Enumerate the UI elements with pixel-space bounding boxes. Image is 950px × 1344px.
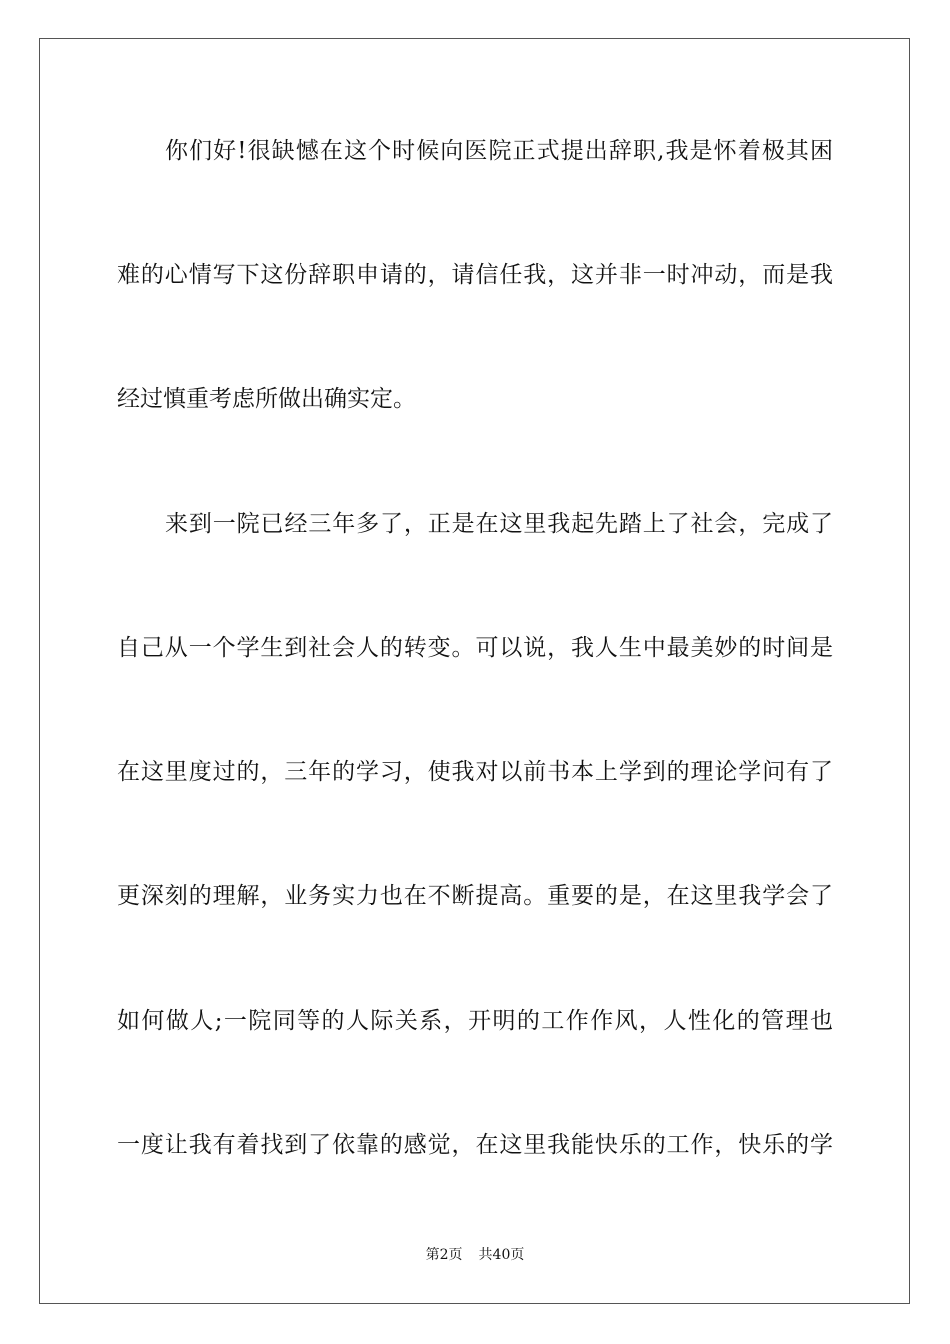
paragraph-1-line-2: 难的心情写下这份辞职申请的，请信任我，这并非一时冲动，而是我 <box>117 262 833 288</box>
paragraph-2-line-1: 来到一院已经三年多了，正是在这里我起先踏上了社会，完成了 <box>165 511 833 537</box>
paragraph-2-line-6: 一度让我有着找到了依靠的感觉，在这里我能快乐的工作，快乐的学 <box>117 1132 833 1158</box>
page-border <box>39 38 910 1304</box>
paragraph-1-line-1: 你们好!很缺憾在这个时候向医院正式提出辞职,我是怀着极其困 <box>165 138 833 164</box>
page-number: 第2页 <box>425 1247 463 1263</box>
paragraph-1-line-3: 经过慎重考虑所做出确实定。 <box>117 386 416 412</box>
paragraph-2-line-3: 在这里度过的，三年的学习，使我对以前书本上学到的理论学问有了 <box>117 759 833 785</box>
paragraph-2-line-5: 如何做人;一院同等的人际关系，开明的工作作风，人性化的管理也 <box>117 1008 833 1034</box>
paragraph-2-line-4: 更深刻的理解，业务实力也在不断提高。重要的是，在这里我学会了 <box>117 883 833 909</box>
page-footer <box>0 1246 950 1264</box>
page-total: 共40页 <box>478 1247 525 1263</box>
paragraph-2-line-2: 自己从一个学生到社会人的转变。可以说，我人生中最美妙的时间是 <box>117 635 833 661</box>
